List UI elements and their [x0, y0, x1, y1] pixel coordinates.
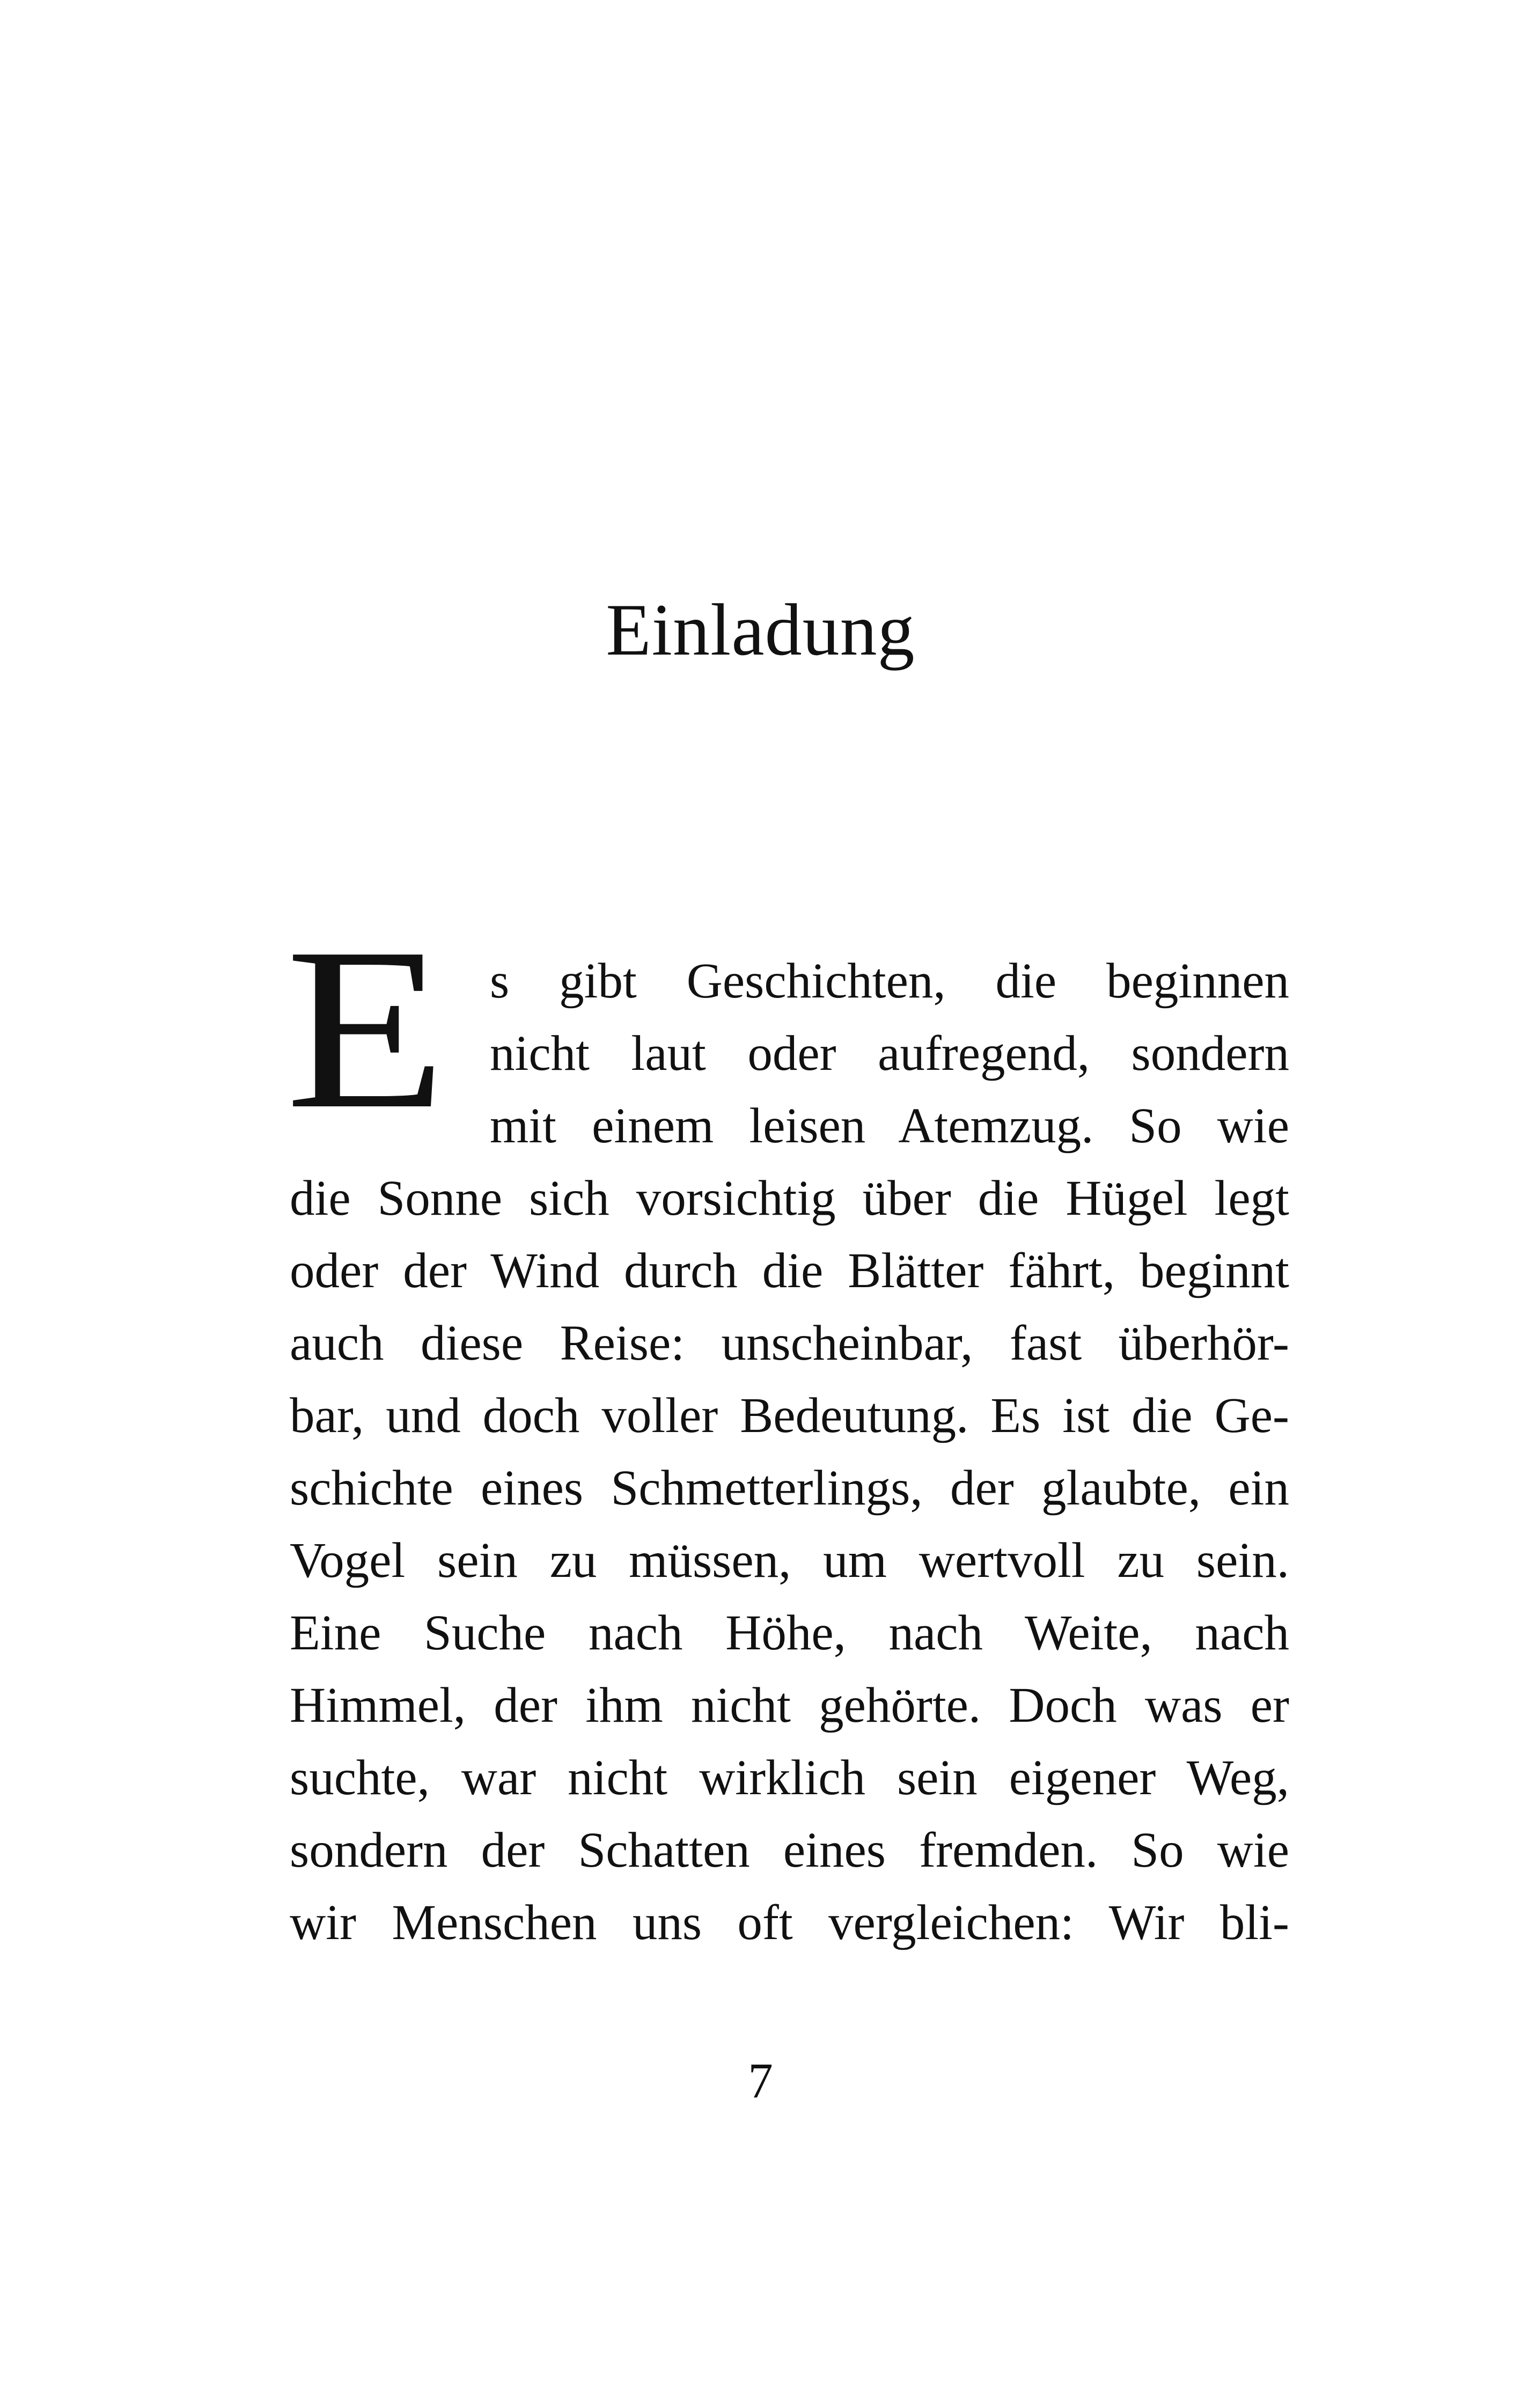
chapter-title: Einladung: [606, 589, 915, 671]
paragraph-line: schichte eines Schmetterlings, der glaubte, ein: [290, 1460, 1289, 1516]
paragraph-line: oder der Wind durch die Blätter fährt, beginnt: [290, 1243, 1289, 1298]
paragraph-line: Vogel sein zu müssen, um wertvoll zu sein.: [290, 1533, 1289, 1588]
paragraph-line: wir Menschen uns oft vergleichen: Wir bli-: [290, 1895, 1289, 1950]
svg-text:E: E: [285, 934, 446, 1116]
paragraph-line: Eine Suche nach Höhe, nach Weite, nach: [290, 1605, 1289, 1661]
paragraph-line: auch diese Reise: unscheinbar, fast überhör-: [290, 1316, 1289, 1371]
drop-cap-letter: [285, 934, 446, 1116]
page-number: 7: [748, 2053, 773, 2109]
paragraph-line: bar, und doch voller Bedeutung. Es ist die Ge-: [290, 1388, 1289, 1443]
paragraph-line: mit einem leisen Atemzug. So wie: [490, 1098, 1289, 1154]
paragraph-line: sondern der Schatten eines fremden. So wie: [290, 1823, 1289, 1878]
paragraph-line: suchte, war nicht wirklich sein eigener Weg,: [290, 1750, 1289, 1805]
paragraph-line: die Sonne sich vorsichtig über die Hügel legt: [290, 1171, 1289, 1226]
paragraph-line: nicht laut oder aufregend, sondern: [490, 1026, 1289, 1081]
paragraph-line: s gibt Geschichten, die beginnen: [490, 953, 1289, 1009]
paragraph-line: Himmel, der ihm nicht gehörte. Doch was er: [290, 1678, 1289, 1733]
